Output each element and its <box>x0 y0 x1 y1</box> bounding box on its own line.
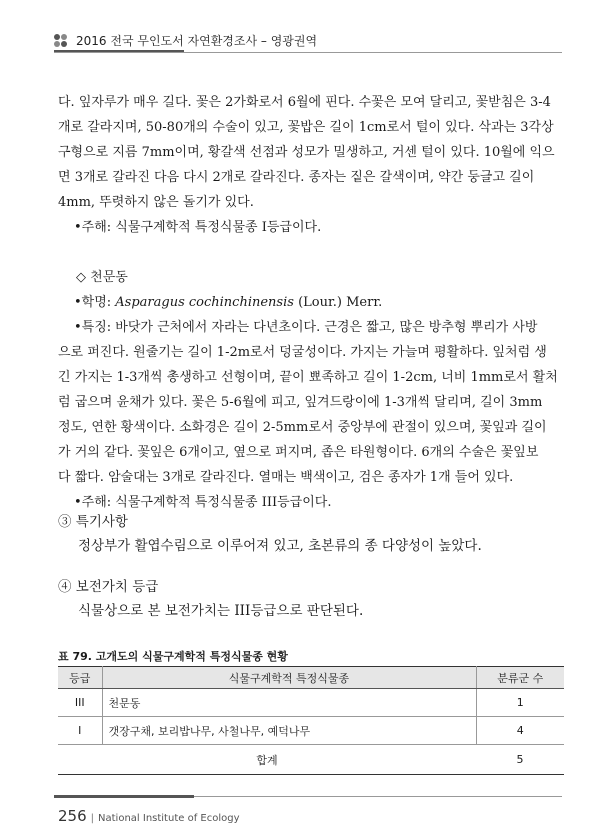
page-footer <box>58 806 240 825</box>
header-dots-icon <box>54 34 68 48</box>
table-total-row <box>58 745 564 775</box>
intro-line: 구형으로 지름 7mm이며, 황갈색 선점과 성모가 밀생하고, 거센 털이 있다. 10월에 익으 <box>58 145 555 160</box>
footer-separator: | <box>90 813 95 824</box>
feature-line: •특징: 바닷가 근처에서 자라는 다년초이다. 근경은 짧고, 많은 방추형 뿌리가 사방 <box>74 320 538 335</box>
table-caption: 표 79. 고개도의 식물구계학적 특정식물종 현황 <box>58 650 288 663</box>
total-count-cell: 5 <box>476 745 564 775</box>
scientific-name: Asparagus cochinchinensis <box>115 295 294 310</box>
feature-line: 다 짧다. 암술대는 3개로 갈라진다. 열매는 백색이고, 검은 종자가 1개 들어 있다. <box>58 470 514 485</box>
count-cell: 4 <box>476 717 564 745</box>
section-content: 정상부가 활엽수림으로 이루어져 있고, 초본류의 종 다양성이 높았다. <box>78 538 482 554</box>
grade-cell: I <box>58 717 102 745</box>
section-special-notes <box>58 510 482 558</box>
body-text <box>58 90 564 515</box>
header-title: 2016 전국 무인도서 자연환경조사 – 영광권역 <box>76 34 318 48</box>
section-heading: ④ 보전가치 등급 <box>58 579 159 595</box>
sci-author: (Lour.) Merr. <box>293 295 383 310</box>
scientific-name-line <box>58 290 564 315</box>
column-header: 분류군 수 <box>476 667 564 689</box>
table-row <box>58 689 564 717</box>
intro-line: 개로 갈라지며, 50-80개의 수술이 있고, 꽃밥은 길이 1cm로서 털이 있다. 삭과는 3각상 <box>58 120 554 135</box>
section-content: 식물상으로 본 보전가치는 III등급으로 판단된다. <box>78 603 364 619</box>
total-label-cell: 합계 <box>58 745 476 775</box>
species-cell: 갯장구채, 보리밥나무, 사철나무, 예덕나무 <box>102 717 476 745</box>
feature-line: 긴 가지는 1-3개씩 총생하고 선형이며, 끝이 뾰족하고 길이 1-2cm, 너비 1mm로서 활처 <box>58 370 558 385</box>
page-number: 256 <box>58 807 87 825</box>
intro-line: 면 3개로 갈라진 다음 다시 2개로 갈라진다. 종자는 짙은 갈색이며, 약간 둥글고 길이 <box>58 170 535 185</box>
species-table <box>58 666 564 775</box>
feature-line: 럼 굽으며 윤채가 있다. 꽃은 5-6월에 피고, 잎겨드랑이에 1-3개씩 달리며, 길이 3mm <box>58 395 543 410</box>
intro-line: 다. 잎자루가 매우 길다. 꽃은 2가화로서 6월에 핀다. 수꽃은 모여 달리고, 꽃받침은 3-4 <box>58 95 551 110</box>
header-rule <box>54 52 562 53</box>
table-header-row <box>58 667 564 689</box>
column-header: 식물구계학적 특정식물종 <box>102 667 476 689</box>
intro-line: 4mm, 뚜렷하지 않은 돌기가 있다. <box>58 195 254 210</box>
note-grade-iii: •주해: 식물구계학적 특정식물종 III등급이다. <box>74 495 332 510</box>
feature-line: 정도, 연한 황색이다. 소화경은 길이 2-5mm로서 중앙부에 관절이 있으며, 꽃잎과 길이 <box>58 420 547 435</box>
table-row <box>58 717 564 745</box>
sci-prefix: •학명: <box>74 295 116 310</box>
feature-line: 가 거의 같다. 꽃잎은 6개이고, 옆으로 퍼지며, 좁은 타원형이다. 6개의 수술은 꽃잎보 <box>58 445 539 460</box>
count-cell: 1 <box>476 689 564 717</box>
section-conservation-grade <box>58 575 363 623</box>
running-header <box>54 28 562 54</box>
section-heading: ③ 특기사항 <box>58 514 128 530</box>
feature-line: 으로 퍼진다. 원줄기는 길이 1-2m로서 덩굴성이다. 가지는 가늘며 평활하다. 잎처럼 생 <box>58 345 547 360</box>
species-cell: 천문동 <box>102 689 476 717</box>
species-heading: ◇ 천문동 <box>76 270 128 285</box>
column-header: 등급 <box>58 667 102 689</box>
footer-rule-accent <box>54 795 194 798</box>
institute-name: National Institute of Ecology <box>98 813 240 824</box>
grade-cell: III <box>58 689 102 717</box>
note-grade-i: •주해: 식물구계학적 특정식물종 I등급이다. <box>74 220 322 235</box>
